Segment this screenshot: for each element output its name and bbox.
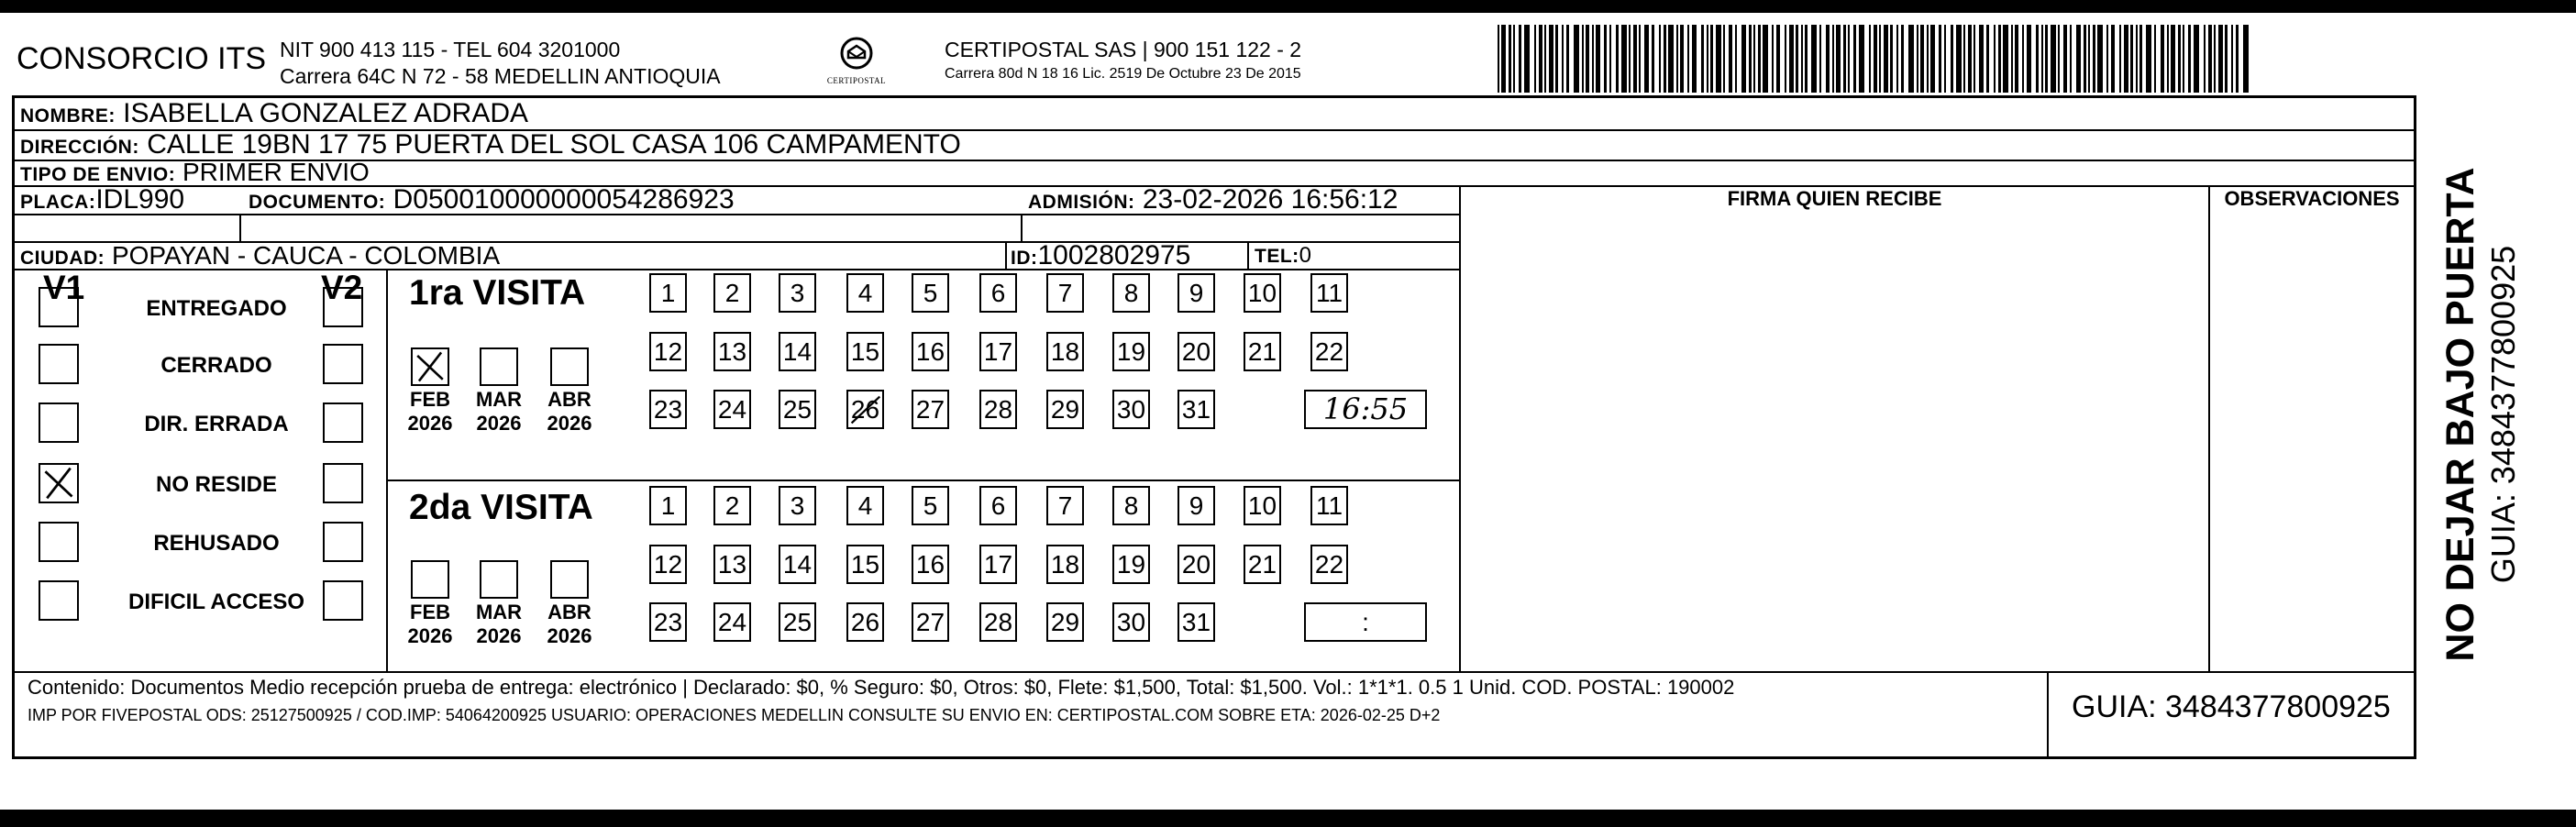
status-v1-checkbox[interactable] bbox=[39, 580, 79, 621]
visit2-day-box[interactable]: 17 bbox=[979, 545, 1017, 584]
visit2-day-box[interactable]: 2 bbox=[713, 486, 751, 525]
side-text-block bbox=[2438, 139, 2529, 689]
visit1-day-box[interactable]: 9 bbox=[1177, 273, 1215, 313]
visit1-day-box[interactable]: 18 bbox=[1046, 332, 1084, 371]
visit1-day-box[interactable]: 10 bbox=[1244, 273, 1281, 313]
visit1-day-box[interactable]: 13 bbox=[713, 332, 751, 371]
visit1-month-checkbox[interactable] bbox=[411, 347, 449, 386]
observaciones-header: OBSERVACIONES bbox=[2224, 187, 2400, 210]
visit1-day-box[interactable]: 21 bbox=[1244, 332, 1281, 371]
visit2-day-box[interactable]: 18 bbox=[1046, 545, 1084, 584]
rule bbox=[239, 214, 241, 241]
visit1-day-box[interactable]: 24 bbox=[713, 390, 751, 429]
visit1-title: 1ra VISITA bbox=[409, 273, 586, 313]
rule bbox=[1247, 241, 1249, 269]
status-v1-checkbox[interactable] bbox=[39, 463, 79, 503]
v1-header: V1 bbox=[43, 269, 85, 306]
visit1-day-box[interactable]: 1 bbox=[649, 273, 687, 313]
visit1-day-box[interactable]: 25 bbox=[779, 390, 816, 429]
rule bbox=[1459, 185, 1461, 671]
visit2-day-box[interactable]: 16 bbox=[912, 545, 949, 584]
visit1-day-box[interactable]: 8 bbox=[1112, 273, 1150, 313]
visit1-day-box[interactable]: 22 bbox=[1310, 332, 1348, 371]
month-name: ABR bbox=[547, 388, 591, 411]
status-option-label: NO RESIDE bbox=[155, 472, 278, 497]
visit2-month-label bbox=[401, 601, 459, 648]
visit2-month-checkbox[interactable] bbox=[411, 560, 449, 599]
visit2-day-box[interactable]: 11 bbox=[1310, 486, 1348, 525]
v2-header: V2 bbox=[321, 269, 363, 306]
visit2-month-label bbox=[540, 601, 599, 648]
visit1-day-box[interactable]: 7 bbox=[1046, 273, 1084, 313]
rule bbox=[15, 671, 2414, 673]
status-option-label: ENTREGADO bbox=[146, 296, 287, 321]
rule bbox=[2047, 671, 2049, 759]
visit1-day-box[interactable]: 14 bbox=[779, 332, 816, 371]
footer-line-2: IMP POR FIVEPOSTAL ODS: 25127500925 / COD.IMP: 54064200925 USUARIO: OPERACIONES MEDELLIN CONSULTE SU ENVIO EN: CERTIPOSTAL.COM SOBRE ETA: 2026-02-25 D+2 bbox=[28, 706, 1441, 724]
visit1-day-box[interactable]: 26 bbox=[846, 390, 884, 429]
visit2-day-box[interactable]: 4 bbox=[846, 486, 884, 525]
month-name: ABR bbox=[547, 601, 591, 623]
certipostal-logo bbox=[811, 35, 902, 92]
certipostal-info bbox=[945, 37, 1301, 85]
visit2-day-box[interactable]: 22 bbox=[1310, 545, 1348, 584]
documento-row bbox=[249, 183, 735, 219]
placa-value: IDL990 bbox=[95, 184, 185, 215]
visit2-day-box[interactable]: 29 bbox=[1046, 602, 1084, 642]
visit2-day-box[interactable]: 6 bbox=[979, 486, 1017, 525]
ciudad-row bbox=[20, 239, 500, 275]
firma-header: FIRMA QUIEN RECIBE bbox=[1727, 187, 1942, 210]
visit2-month-label bbox=[470, 601, 528, 648]
visit2-time-box[interactable]: : bbox=[1304, 602, 1427, 642]
visit2-day-box[interactable]: 31 bbox=[1177, 602, 1215, 642]
month-year: 2026 bbox=[547, 412, 592, 435]
visit1-day-box[interactable]: 4 bbox=[846, 273, 884, 313]
status-option-label: REHUSADO bbox=[153, 531, 280, 556]
visit1-day-box[interactable]: 30 bbox=[1112, 390, 1150, 429]
status-v2-checkbox[interactable] bbox=[323, 344, 363, 384]
visit1-day-box[interactable]: 15 bbox=[846, 332, 884, 371]
status-option-label: DIR. ERRADA bbox=[144, 412, 289, 436]
visit1-day-box[interactable]: 6 bbox=[979, 273, 1017, 313]
visit2-day-box[interactable]: 27 bbox=[912, 602, 949, 642]
visit1-day-box[interactable]: 12 bbox=[649, 332, 687, 371]
visit1-day-box[interactable]: 29 bbox=[1046, 390, 1084, 429]
direccion-value: CALLE 19BN 17 75 PUERTA DEL SOL CASA 106 CAMPAMENTO bbox=[147, 129, 961, 160]
side-warning: NO DEJAR BAJO PUERTA bbox=[2438, 167, 2482, 662]
tel-value: 0 bbox=[1299, 243, 1312, 268]
bottom-border-bar bbox=[0, 810, 2576, 827]
delivery-form bbox=[12, 95, 2416, 759]
visit1-day-box[interactable]: 23 bbox=[649, 390, 687, 429]
visit1-day-box[interactable]: 27 bbox=[912, 390, 949, 429]
visit2-day-box[interactable]: 19 bbox=[1112, 545, 1150, 584]
rule bbox=[1005, 241, 1007, 269]
month-year: 2026 bbox=[476, 412, 522, 435]
visit2-day-box[interactable]: 13 bbox=[713, 545, 751, 584]
company-info bbox=[280, 37, 721, 90]
visit1-day-box[interactable]: 16 bbox=[912, 332, 949, 371]
visit1-day-box[interactable]: 19 bbox=[1112, 332, 1150, 371]
nit-line: NIT 900 413 115 - TEL 604 3201000 bbox=[280, 38, 621, 61]
visit1-time-box[interactable]: 16:55 bbox=[1304, 390, 1427, 429]
tel-row bbox=[1255, 239, 1311, 273]
tipo-envio-label: TIPO DE ENVIO: bbox=[20, 164, 176, 185]
logo-text: CERTIPOSTAL bbox=[826, 76, 887, 85]
month-year: 2026 bbox=[407, 624, 453, 647]
visit2-day-box[interactable]: 25 bbox=[779, 602, 816, 642]
visit2-day-box[interactable]: 24 bbox=[713, 602, 751, 642]
visit2-day-box[interactable]: 9 bbox=[1177, 486, 1215, 525]
visit2-day-box[interactable]: 21 bbox=[1244, 545, 1281, 584]
month-name: MAR bbox=[475, 388, 523, 411]
placa-row bbox=[20, 183, 184, 219]
tipo-envio-value: PRIMER ENVIO bbox=[182, 158, 370, 186]
visit1-day-box[interactable]: 11 bbox=[1310, 273, 1348, 313]
admision-value: 23-02-2026 16:56:12 bbox=[1142, 184, 1399, 215]
visit2-day-box[interactable]: 1 bbox=[649, 486, 687, 525]
address-line: Carrera 64C N 72 - 58 MEDELLIN ANTIOQUIA bbox=[280, 64, 721, 88]
status-option-label: DIFICIL ACCESO bbox=[127, 590, 304, 614]
visit1-day-box[interactable]: 20 bbox=[1177, 332, 1215, 371]
visit2-day-box[interactable]: 12 bbox=[649, 545, 687, 584]
status-v1-checkbox[interactable] bbox=[39, 344, 79, 384]
ciudad-value: POPAYAN - CAUCA - COLOMBIA bbox=[111, 241, 501, 270]
certipostal-line-1: CERTIPOSTAL SAS | 900 151 122 - 2 bbox=[945, 38, 1302, 61]
nombre-label: NOMBRE: bbox=[20, 105, 116, 127]
status-v1-checkbox[interactable] bbox=[39, 522, 79, 562]
side-guia: GUIA: 3484377800925 bbox=[2484, 245, 2522, 584]
month-name: MAR bbox=[475, 601, 523, 623]
visit2-day-box[interactable]: 3 bbox=[779, 486, 816, 525]
admision-row bbox=[1028, 183, 1398, 219]
visit1-day-box[interactable]: 5 bbox=[912, 273, 949, 313]
visit2-day-box[interactable]: 23 bbox=[649, 602, 687, 642]
direccion-label: DIRECCIÓN: bbox=[20, 137, 139, 158]
visit1-day-box[interactable]: 28 bbox=[979, 390, 1017, 429]
status-v2-checkbox[interactable] bbox=[323, 463, 363, 503]
documento-value: D050010000000054286923 bbox=[392, 184, 735, 215]
rule bbox=[386, 480, 1459, 481]
visit2-month-checkbox[interactable] bbox=[550, 560, 589, 599]
visit1-month-label bbox=[470, 388, 528, 436]
visit1-month-checkbox[interactable] bbox=[550, 347, 589, 386]
visit2-day-box[interactable]: 8 bbox=[1112, 486, 1150, 525]
rule bbox=[1021, 214, 1023, 241]
visit2-day-box[interactable]: 28 bbox=[979, 602, 1017, 642]
visit1-month-label bbox=[540, 388, 599, 436]
visit2-day-box[interactable]: 20 bbox=[1177, 545, 1215, 584]
month-year: 2026 bbox=[407, 412, 453, 435]
status-v2-checkbox[interactable] bbox=[323, 402, 363, 443]
visit1-day-box[interactable]: 17 bbox=[979, 332, 1017, 371]
visit1-month-label bbox=[401, 388, 459, 436]
visit2-day-box[interactable]: 30 bbox=[1112, 602, 1150, 642]
month-year: 2026 bbox=[547, 624, 592, 647]
placa-label: PLACA: bbox=[20, 192, 96, 213]
status-v2-checkbox[interactable] bbox=[323, 287, 363, 327]
visit2-day-box[interactable]: 10 bbox=[1244, 486, 1281, 525]
tel-label: TEL: bbox=[1255, 246, 1299, 267]
month-name: FEB bbox=[410, 601, 450, 623]
visit1-month-checkbox[interactable] bbox=[480, 347, 518, 386]
rule bbox=[2208, 185, 2210, 671]
visit2-day-box[interactable]: 7 bbox=[1046, 486, 1084, 525]
status-v1-checkbox[interactable] bbox=[39, 287, 79, 327]
visit1-day-box[interactable]: 3 bbox=[779, 273, 816, 313]
visit2-day-box[interactable]: 5 bbox=[912, 486, 949, 525]
barcode bbox=[1498, 25, 2251, 93]
brand-name: CONSORCIO ITS bbox=[17, 41, 267, 76]
visit2-day-box[interactable]: 26 bbox=[846, 602, 884, 642]
id-label: ID: bbox=[1011, 248, 1038, 269]
month-year: 2026 bbox=[476, 624, 522, 647]
visit2-day-box[interactable]: 15 bbox=[846, 545, 884, 584]
logo-icon bbox=[838, 35, 875, 72]
id-value: 1002802975 bbox=[1037, 240, 1191, 270]
footer-line-1: Contenido: Documentos Medio recepción prueba de entrega: electrónico | Declarado: $0, % Seguro: $0, Otros: $0, Flete: $1,500, Total: $1,500. Vol.: 1*1*1. 0.5 1 Unid. COD. POSTAL: 190002 bbox=[28, 676, 1735, 699]
status-v2-checkbox[interactable] bbox=[323, 580, 363, 621]
nombre-value: ISABELLA GONZALEZ ADRADA bbox=[123, 98, 528, 128]
visit1-day-box[interactable]: 2 bbox=[713, 273, 751, 313]
status-option-label: CERRADO bbox=[160, 353, 272, 378]
month-name: FEB bbox=[410, 388, 450, 411]
documento-label: DOCUMENTO: bbox=[249, 192, 386, 213]
id-row bbox=[1011, 239, 1190, 275]
visit2-day-box[interactable]: 14 bbox=[779, 545, 816, 584]
top-border-bar bbox=[0, 0, 2576, 13]
visit2-month-checkbox[interactable] bbox=[480, 560, 518, 599]
visit2-title: 2da VISITA bbox=[409, 488, 593, 527]
admision-label: ADMISIÓN: bbox=[1028, 192, 1135, 213]
footer-guia: GUIA: 3484377800925 bbox=[2072, 689, 2391, 724]
certipostal-line-2: Carrera 80d N 18 16 Lic. 2519 De Octubre 23 De 2015 bbox=[945, 66, 1301, 82]
status-v2-checkbox[interactable] bbox=[323, 522, 363, 562]
ciudad-label: CIUDAD: bbox=[20, 248, 105, 269]
status-v1-checkbox[interactable] bbox=[39, 402, 79, 443]
visit1-day-box[interactable]: 31 bbox=[1177, 390, 1215, 429]
rule bbox=[386, 269, 388, 671]
